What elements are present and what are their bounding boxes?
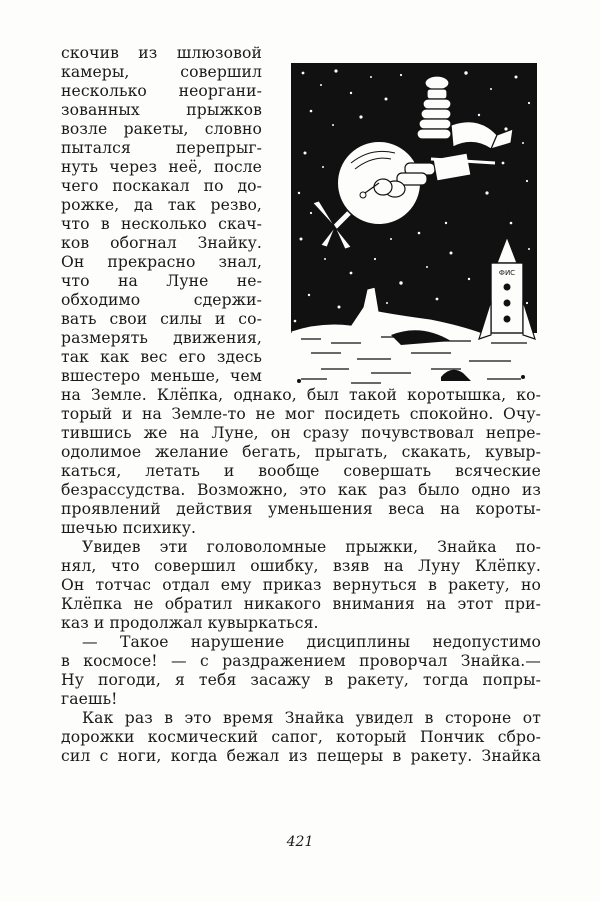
body-text bbox=[61, 44, 541, 766]
text-line: каз и продолжал кувыркаться. bbox=[61, 614, 319, 632]
text-line: на Земле. Клёпка, однако, был такой коротышка, ко- bbox=[61, 386, 541, 404]
text-line: гаешь! bbox=[61, 690, 118, 708]
text-line: Он тотчас отдал ему приказ вернуться в ракету, но bbox=[61, 576, 541, 594]
text-line: так как вес его здесь bbox=[61, 348, 262, 366]
text-line: пытался перепрыг- bbox=[61, 139, 262, 157]
page-number: 421 bbox=[286, 834, 314, 850]
text-line: дорожки космический сапог, который Пончик сбро- bbox=[61, 728, 541, 746]
text-line: обходимо сдержи- bbox=[61, 291, 262, 309]
text-line: в космосе! — с раздражением проворчал Знайка.— bbox=[61, 652, 541, 670]
text-line: Он прекрасно знал, bbox=[61, 253, 262, 271]
text-line: что на Луне не- bbox=[61, 272, 262, 290]
text-line: шечью психику. bbox=[61, 519, 197, 537]
text-line: камеры, совершил bbox=[61, 63, 262, 81]
text-line: сил с ноги, когда бежал из пещеры в ракету. Знайка bbox=[61, 747, 541, 765]
text-line: размерять движения, bbox=[61, 329, 262, 347]
text-line: Как раз в это время Знайка увидел в стороне от bbox=[82, 709, 541, 727]
text-line: — Такое нарушение дисциплины недопустимо bbox=[82, 633, 541, 651]
text-line: безрассудства. Возможно, это как раз было одно из bbox=[61, 481, 541, 499]
text-line: что в несколько скач- bbox=[61, 215, 262, 233]
text-line: Увидев эти головоломные прыжки, Знайка по- bbox=[82, 538, 541, 556]
text-line: чего поскакал по до- bbox=[61, 177, 262, 195]
text-line: зованных прыжков bbox=[61, 101, 262, 119]
text-line: проявлений действия уменьшения веса на короты- bbox=[61, 500, 541, 518]
text-line: каться, летать и вообще совершать всяческие bbox=[61, 462, 541, 480]
text-line: вать свои силы и со- bbox=[61, 310, 262, 328]
text-line: вшестеро меньше, чем bbox=[61, 367, 262, 385]
text-line: тившись же на Луне, он сразу почувствовал непре- bbox=[61, 424, 541, 442]
text-line: Ну погоди, я тебя засажу в ракету, тогда попры- bbox=[61, 671, 541, 689]
text-line: возле ракеты, словно bbox=[61, 120, 262, 138]
text-line: нуть через неё, после bbox=[61, 158, 262, 176]
text-line: рожке, да так резво, bbox=[61, 196, 262, 214]
text-line: несколько неоргани- bbox=[61, 82, 262, 100]
text-line: одолимое желание бегать, прыгать, скакать, кувыр- bbox=[61, 443, 541, 461]
text-line: скочив из шлюзовой bbox=[61, 44, 262, 62]
text-line: нял, что совершил ошибку, взяв на Луну Клёпку. bbox=[61, 557, 541, 575]
svg-text:ФИС: ФИС bbox=[498, 269, 516, 277]
text-line: торый и на Земле-то не мог посидеть спокойно. Очу- bbox=[61, 405, 541, 423]
text-line: Клёпка не обратил никакого внимания на этот при- bbox=[61, 595, 541, 613]
text-line: ков обогнал Знайку. bbox=[61, 234, 262, 252]
